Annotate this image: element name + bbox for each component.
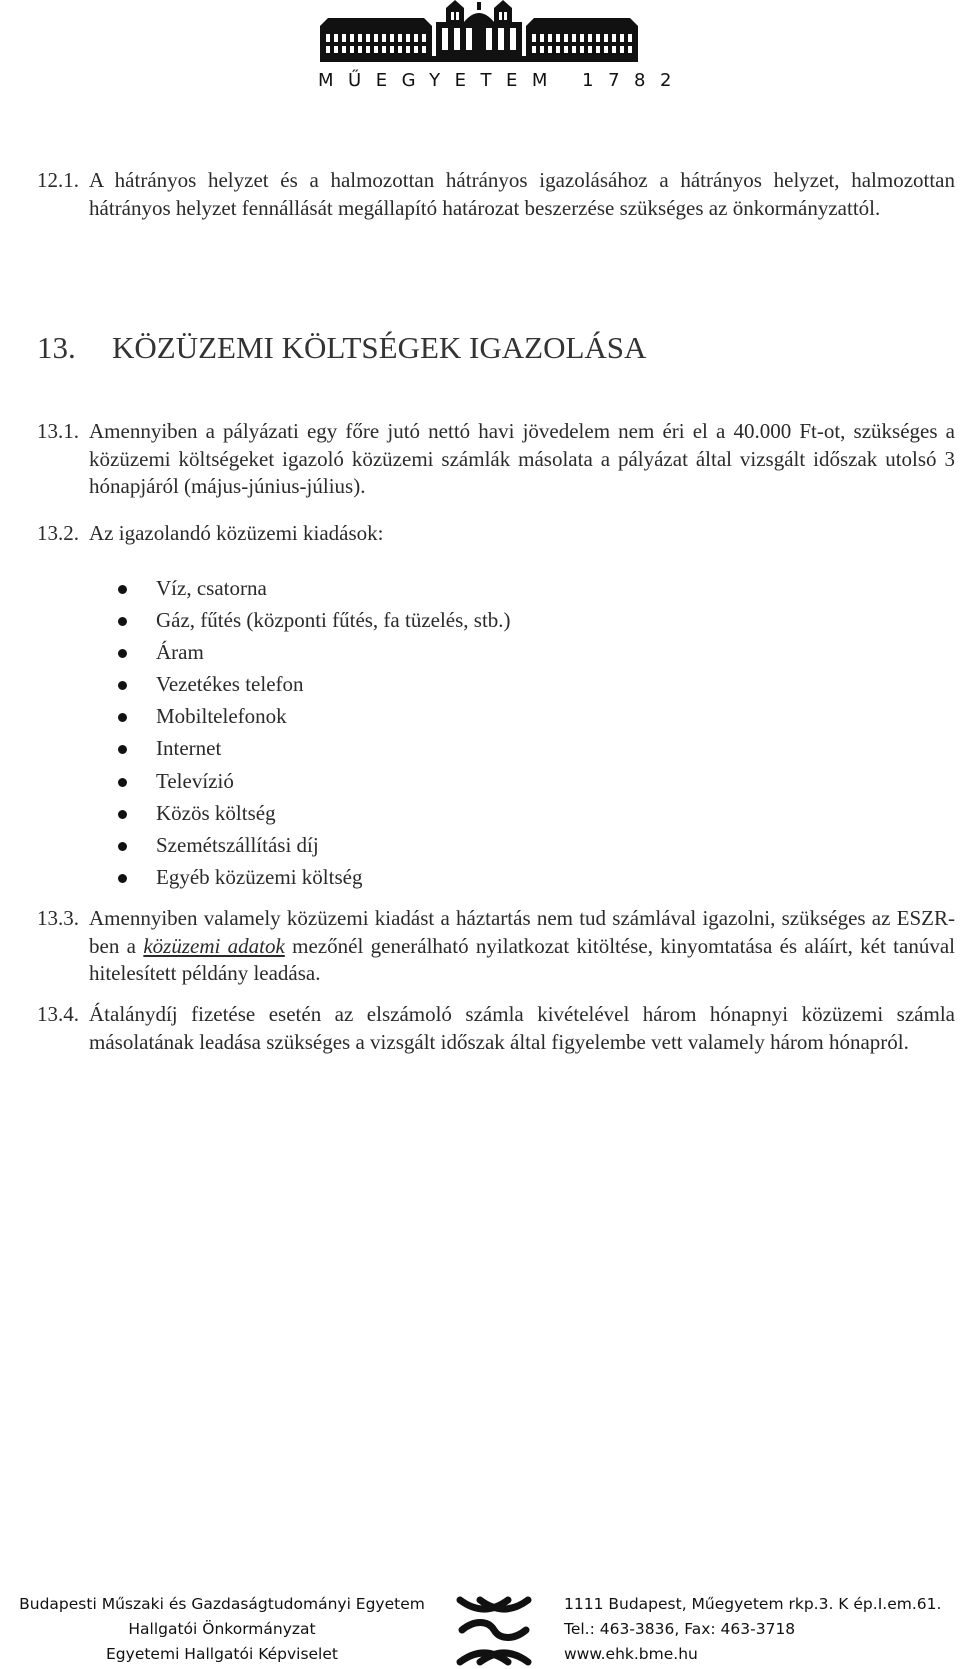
text-part: mezőnél generálható nyilatkozat kitöltése, kinyomtatása és aláírt, két tanúval hitelesített példány leadása.: [89, 933, 955, 986]
list-item-label: Internet: [156, 736, 222, 761]
list-item-label: Vezetékes telefon: [156, 672, 304, 697]
footer-website: www.ehk.bme.hu: [564, 1645, 698, 1663]
expense-list: [118, 572, 511, 893]
list-item: [118, 765, 511, 797]
list-item: [118, 604, 511, 636]
heading-number: 13.: [37, 330, 76, 365]
list-item: [118, 797, 511, 829]
bullet-icon: [118, 842, 127, 851]
section-number: 12.1.: [37, 168, 79, 192]
list-item-label: Áram: [156, 640, 204, 665]
list-item: [118, 732, 511, 764]
footer-organization: [12, 1592, 432, 1667]
section-13-3: [37, 905, 955, 988]
list-item: [118, 572, 511, 604]
text-part: Amennyiben valamely közüzemi kiadást a háztartás nem tud számlával igazolni, szükséges az ESZR-ben a: [89, 906, 955, 958]
section-text: [89, 905, 955, 988]
section-13-2: [37, 520, 955, 548]
footer-phone: Tel.: 463-3836, Fax: 463-3718: [564, 1620, 796, 1638]
bullet-icon: [118, 617, 127, 626]
bullet-icon: [118, 585, 127, 594]
section-number: 13.3.: [37, 906, 79, 930]
list-item-label: Víz, csatorna: [156, 576, 267, 600]
list-item-label: Egyéb közüzemi költség: [156, 864, 363, 889]
section-13-1: [37, 418, 955, 501]
list-item-label: Televízió: [156, 768, 234, 793]
bullet-icon: [118, 649, 127, 658]
ehk-logo-icon: [448, 1592, 540, 1669]
footer-address: 1111 Budapest, Műegyetem rkp.3. K ép.I.em.61.: [564, 1595, 942, 1613]
logo-wordmark: MŰEGYETEM 1782: [318, 70, 686, 91]
list-item-label: Gáz, fűtés (központi fűtés, fa tüzelés, stb.): [156, 608, 511, 633]
section-13-heading: [37, 330, 646, 366]
list-item-label: Szemétszállítási díj: [156, 832, 319, 857]
footer-line: Egyetemi Hallgatói Képviselet: [106, 1645, 338, 1663]
list-item-label: Közös költség: [156, 800, 276, 825]
section-number: 13.1.: [37, 419, 79, 443]
section-text: A hátrányos helyzet és a halmozottan hátrányos igazolásához a hátrányos helyzet, halmozottan hátrányos helyzet fennállását megállapító határozat beszerzése szükséges az önkormányzattól.: [89, 168, 955, 220]
list-item-label: Mobiltelefonok: [156, 704, 287, 729]
section-text: Átalánydíj fizetése esetén az elszámoló számla kivételével három hónapnyi közüzemi számla másolatának leadása szükséges a vizsgált időszak által figyelembe vett valamely három hónapról.: [89, 1002, 955, 1054]
footer-line: Budapesti Műszaki és Gazdaságtudományi Egyetem: [19, 1595, 425, 1613]
section-number: 13.2.: [37, 521, 79, 545]
list-item: [118, 668, 511, 700]
section-number: 13.4.: [37, 1002, 79, 1026]
list-item: [118, 861, 511, 893]
list-item: [118, 636, 511, 668]
page-footer: [0, 1592, 960, 1669]
bullet-icon: [118, 681, 127, 690]
bullet-icon: [118, 745, 127, 754]
emphasized-term: közüzemi adatok: [143, 933, 285, 958]
section-text: Amennyiben a pályázati egy főre jutó nettó havi jövedelem nem éri el a 40.000 Ft-ot, szükséges a közüzemi költségeket igazoló közüzemi számlák másolata a pályázat által vizsgált időszak utolsó 3 hónapjáról (május-június-július).: [89, 419, 955, 499]
list-item: [118, 829, 511, 861]
bullet-icon: [118, 713, 127, 722]
footer-line: Hallgatói Önkormányzat: [128, 1620, 316, 1638]
list-item: [118, 700, 511, 732]
section-text: Az igazolandó közüzemi kiadások:: [89, 521, 384, 545]
bullet-icon: [118, 778, 127, 787]
heading-title: KÖZÜZEMI KÖLTSÉGEK IGAZOLÁSA: [112, 330, 647, 365]
section-12-1: [37, 167, 955, 222]
footer-contact: [564, 1592, 954, 1667]
section-13-4: [37, 1001, 955, 1056]
bullet-icon: [118, 874, 127, 883]
bullet-icon: [118, 810, 127, 819]
